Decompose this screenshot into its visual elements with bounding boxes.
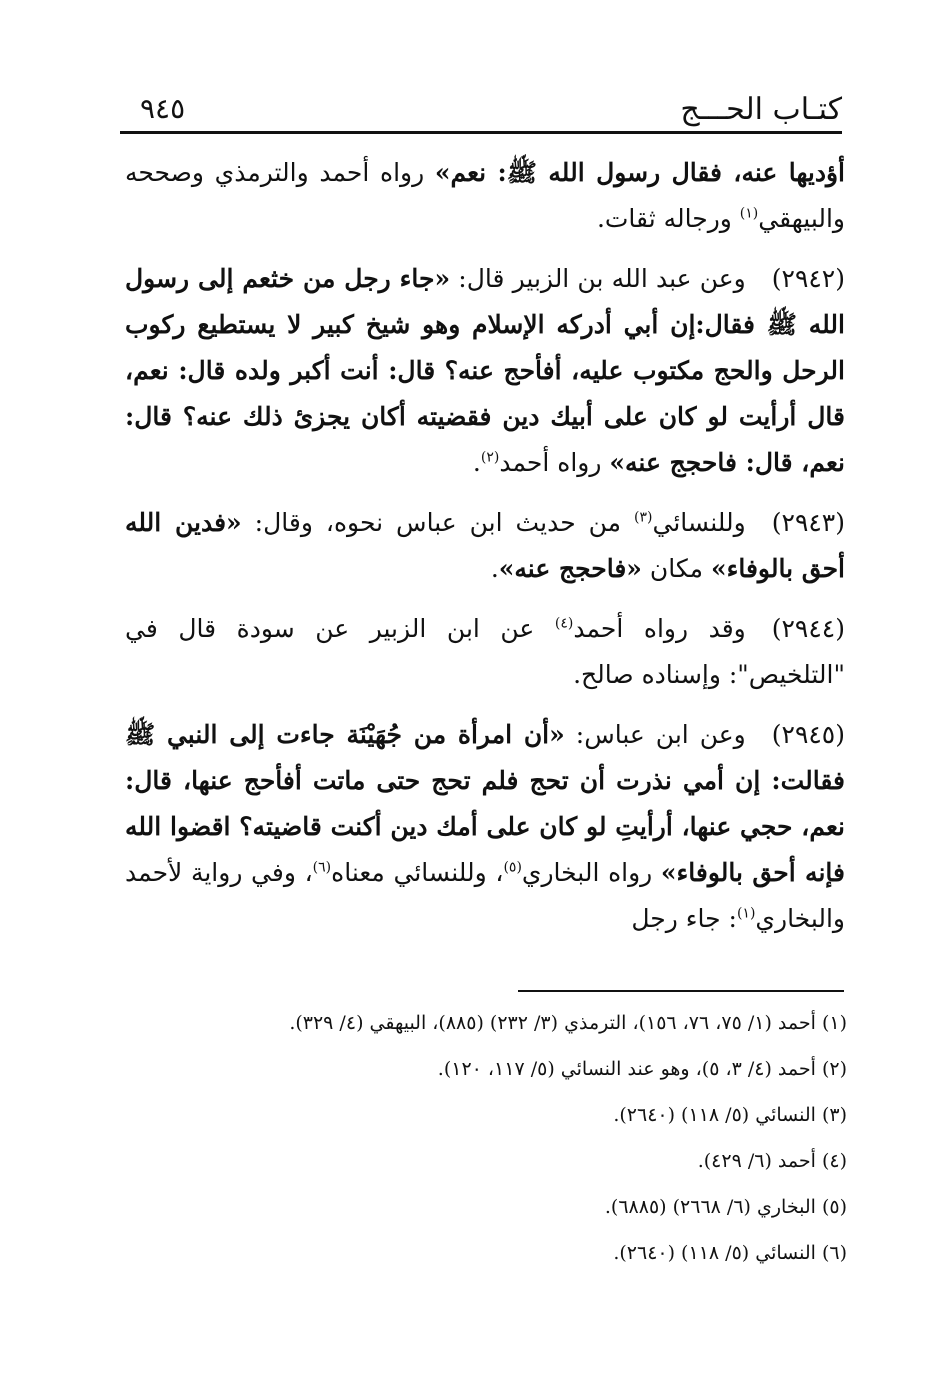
footnotes bbox=[125, 1005, 847, 1281]
narration-text: من حديث ابن عباس نحوه، وقال: bbox=[241, 508, 635, 537]
footnote-item: (٢) أحمد (٤/ ٣، ٥)، وهو عند النسائي (٥/ ١١٧، ١٢٠). bbox=[437, 1058, 847, 1080]
hadith-number: (٢٩٤٤) bbox=[771, 614, 845, 643]
footnote-ref: (٣) bbox=[634, 509, 653, 526]
hadith-number: (٢٩٤٢) bbox=[771, 264, 845, 293]
footnote-ref: (٢) bbox=[480, 449, 500, 466]
hadith-number: (٢٩٤٣) bbox=[771, 508, 845, 537]
paragraph-2942 bbox=[125, 256, 845, 486]
paragraph-continuation bbox=[125, 150, 845, 242]
narrator-intro: وعن عبد الله بن الزبير قال: bbox=[450, 264, 746, 293]
footnote-ref-2: (٦) bbox=[312, 859, 332, 876]
footnote-ref: (٤) bbox=[554, 615, 574, 632]
narrator-intro: وللنسائي bbox=[652, 508, 746, 537]
paragraph-2945 bbox=[125, 712, 845, 942]
narration-text: رواه البخاري bbox=[521, 858, 661, 887]
footnote-item: (١) أحمد (١/ ٧٥، ٧٦، ١٥٦)، الترمذي (٣/ ٢٣٢) (٨٨٥)، البيهقي (٤/ ٣٢٩). bbox=[289, 1012, 847, 1034]
narration-text: رواه أحمد bbox=[499, 448, 610, 477]
footnote-ref: (٥) bbox=[503, 859, 522, 876]
footnote-item: (٣) النسائي (٥/ ١١٨) (٢٦٤٠). bbox=[613, 1104, 847, 1126]
footnote-item: (٤) أحمد (٦/ ٤٢٩). bbox=[697, 1150, 847, 1172]
hadith-text: أؤديها عنه، فقال رسول الله ﷺ: نعم» bbox=[434, 158, 845, 187]
narration-tail: . bbox=[490, 554, 499, 583]
hadith-text: «أن امرأة من جُهَيْنَة جاءت إلى النبي ﷺ فقالت: إن أمي نذرت أن تحج فلم تحج حتى ماتت أفأحج عنها، قال: نعم، حجي عنها، أرأيتِ لو كان على أمك دين أكنت قاضيته؟ اقضوا الله فإنه أحق بالوفاء» bbox=[125, 720, 845, 887]
narration-tail: ورجاله ثقات. bbox=[596, 204, 740, 233]
main-text bbox=[125, 150, 845, 956]
footnote-separator bbox=[518, 990, 844, 992]
header-rule bbox=[120, 131, 842, 134]
narrator-intro: وقد رواه أحمد bbox=[573, 614, 746, 643]
footnote-ref: (١) bbox=[739, 205, 759, 222]
hadith-text-2: «فاحجج عنه» bbox=[498, 554, 642, 583]
paragraph-2943 bbox=[125, 500, 845, 592]
hadith-number: (٢٩٤٥) bbox=[771, 720, 845, 749]
footnote-item: (٥) البخاري (٦/ ٢٦٦٨) (٦٨٨٥). bbox=[604, 1196, 847, 1218]
narration-tail: : جاء رجل bbox=[631, 904, 737, 933]
narration-tail: عن ابن الزبير عن سودة قال في "التلخيص": وإسناده صالح. bbox=[125, 614, 845, 689]
paragraph-2944 bbox=[125, 606, 845, 698]
footnote-item: (٦) النسائي (٥/ ١١٨) (٢٦٤٠). bbox=[613, 1242, 847, 1264]
narration-text-2: ، وللنسائي معناه bbox=[331, 858, 504, 887]
narrator-intro: وعن ابن عباس: bbox=[564, 720, 746, 749]
hadith-text: «جاء رجل من خثعم إلى رسول الله ﷺ فقال:إن أبي أدركه الإسلام وهو شيخ كبير لا يستطيع ركوب الرحل والحج مكتوب عليه، أفأحج عنه؟ قال: أنت أكبر ولده قال: نعم، قال أرأيت لو كان على أبيك دين فقضيته أكان يجزئ ذلك عنه؟ قال: نعم، قال: فاحجج عنه» bbox=[125, 264, 845, 477]
footnote-ref-3: (١) bbox=[736, 905, 756, 922]
page-number: ٩٤٥ bbox=[140, 92, 186, 125]
book-title: كتـاب الحـــج bbox=[680, 92, 842, 127]
narration-text: رواه أحمد والترمذي وصححه والبيهقي bbox=[125, 158, 845, 233]
hadith-text: «فدين الله أحق بالوفاء» bbox=[125, 508, 845, 583]
page-header bbox=[120, 92, 842, 132]
narration-text-3: ، وفي رواية لأحمد والبخاري bbox=[125, 858, 845, 933]
narration-tail: . bbox=[472, 448, 481, 477]
narration-text-2: مكان bbox=[641, 554, 711, 583]
